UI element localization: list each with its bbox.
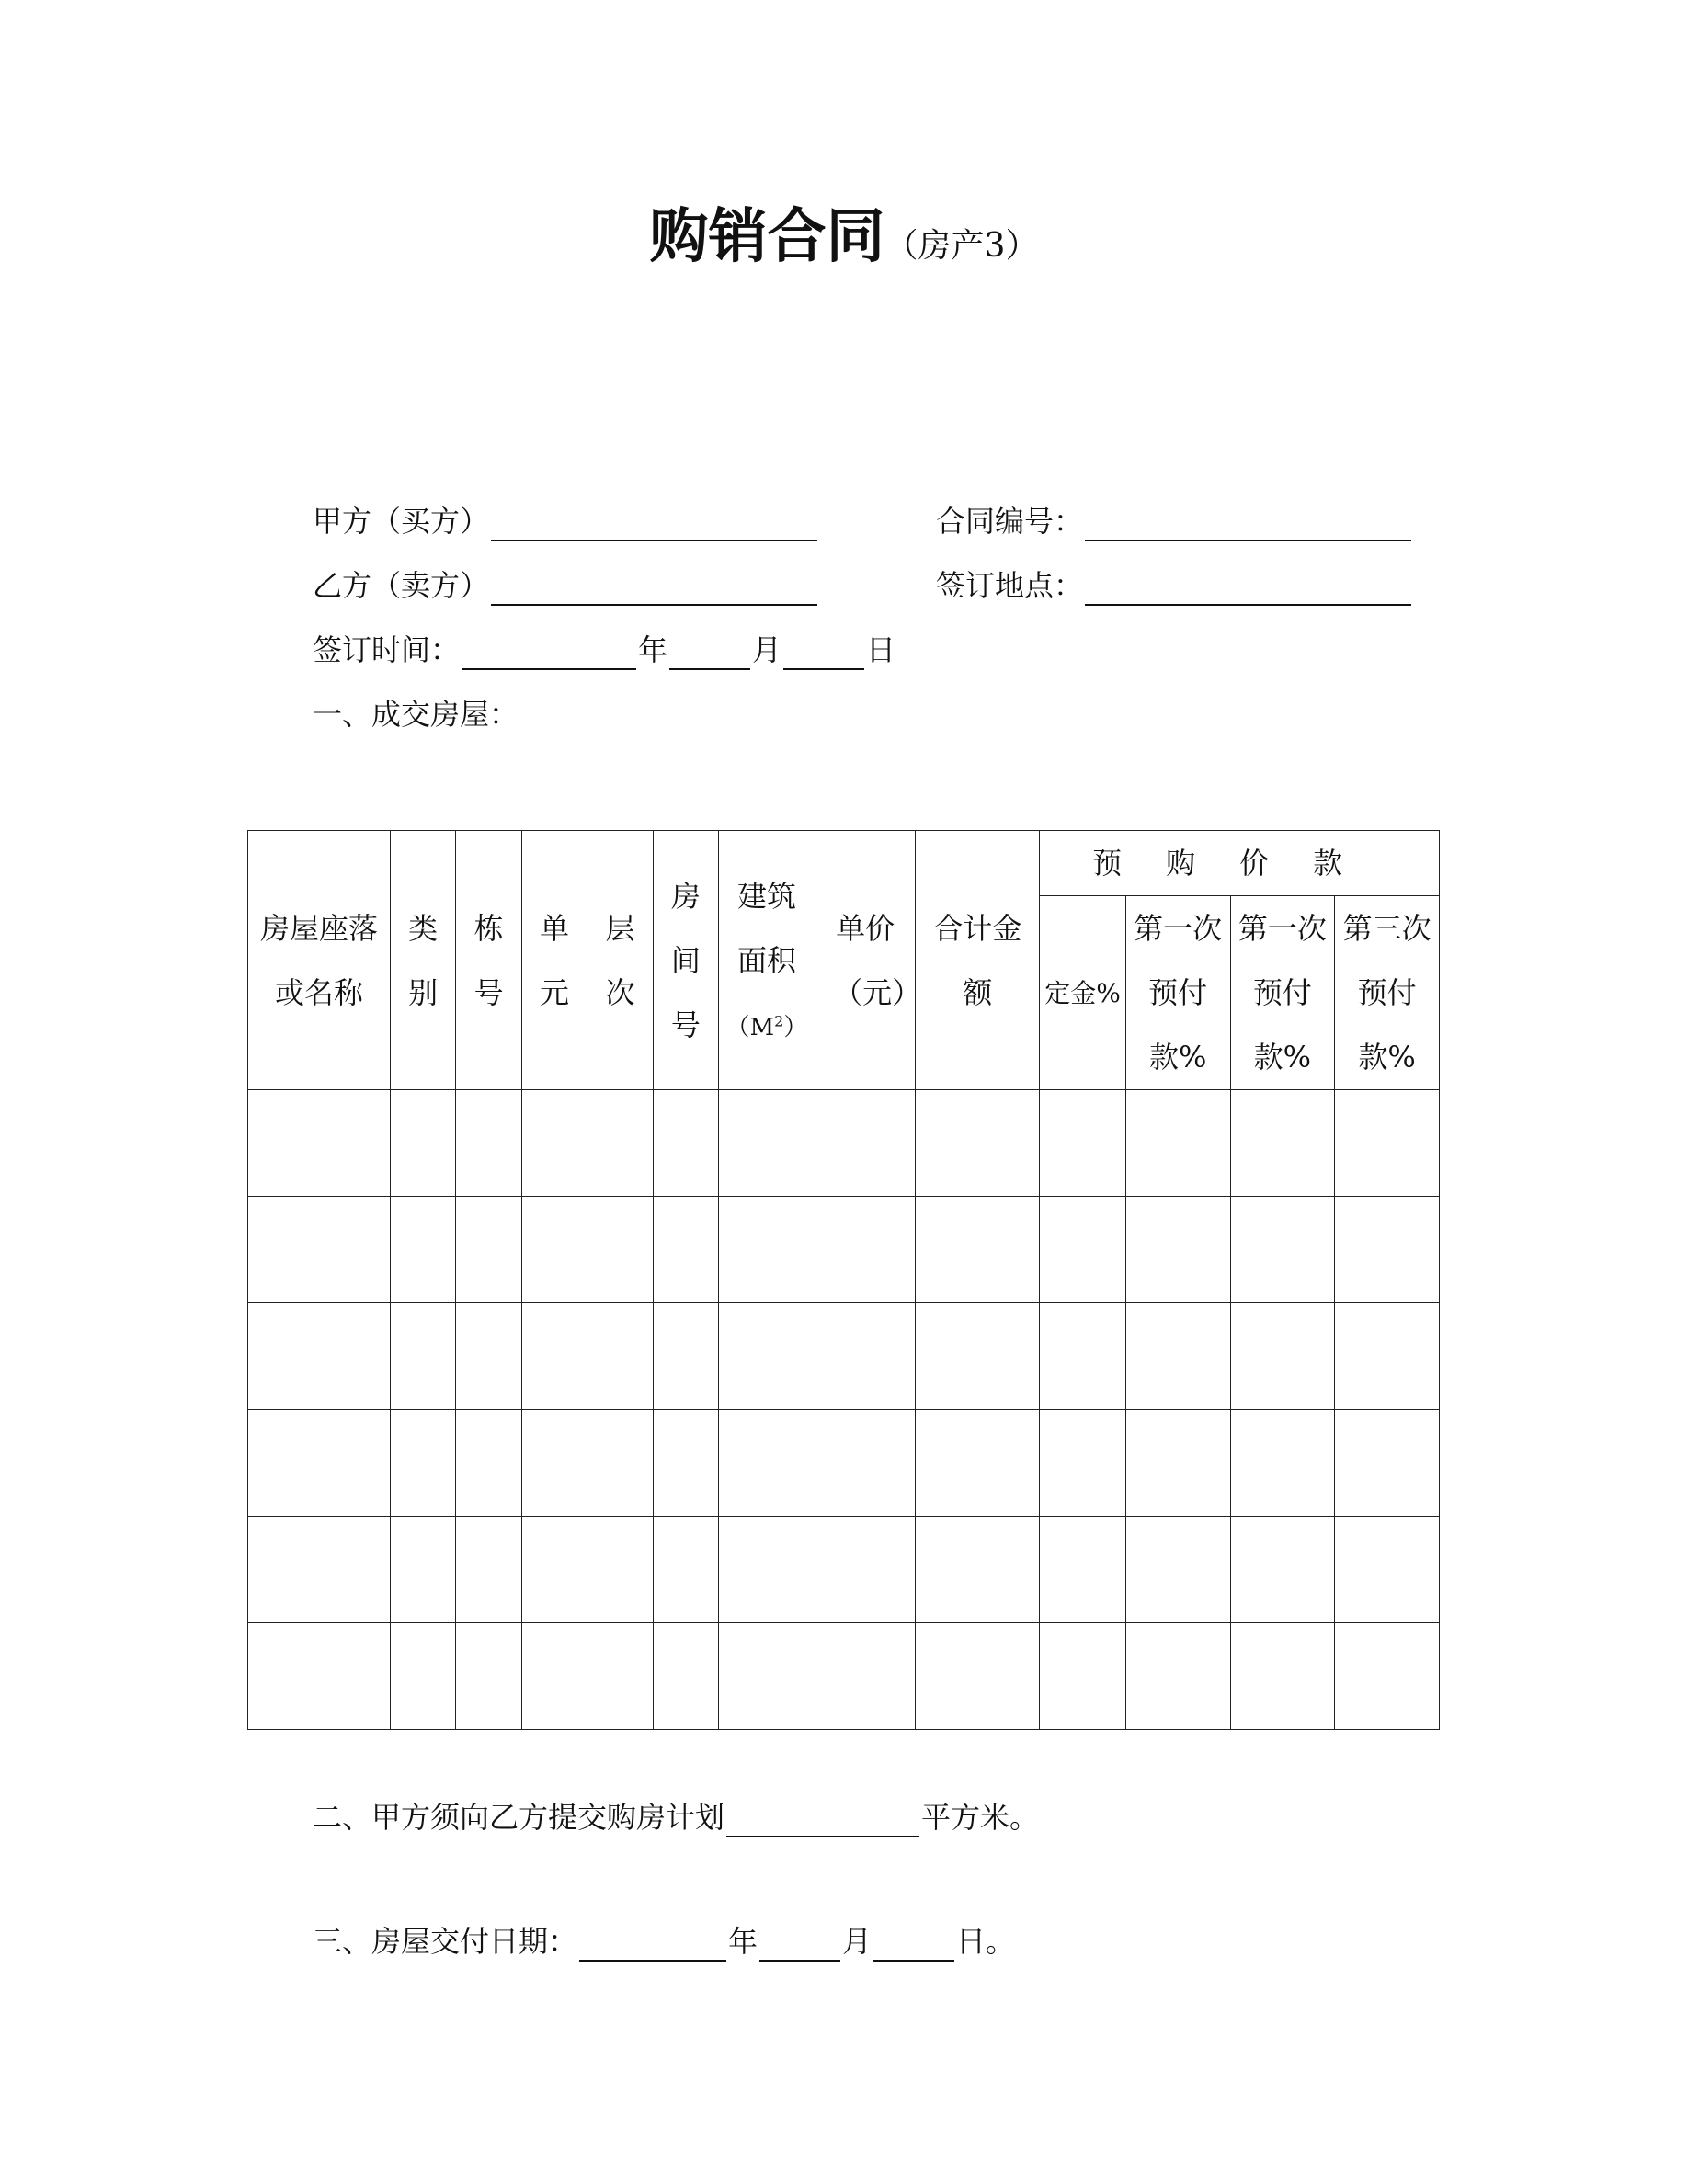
- header-prepay-group: 预购价款: [1040, 831, 1440, 896]
- delivery-month-blank[interactable]: [759, 1928, 840, 1962]
- header-third: 第三次预付款%: [1335, 896, 1440, 1090]
- sign-year-blank[interactable]: [462, 637, 636, 670]
- section3-line: [313, 1921, 1015, 1962]
- house-table: [247, 830, 1440, 1730]
- header-price: 单价（元）: [815, 831, 916, 1090]
- party-a-label: 甲方（买方）: [313, 504, 490, 539]
- header-building: 栋号: [456, 831, 521, 1090]
- header-location: 房屋座落或名称: [248, 831, 391, 1090]
- party-a-blank[interactable]: [491, 508, 817, 541]
- table-row: [248, 1197, 1440, 1303]
- table-row: [248, 1623, 1440, 1730]
- delivery-year-label: 年: [728, 1924, 758, 1959]
- sign-place-label: 签订地点：: [936, 568, 1084, 603]
- table-row: [248, 1517, 1440, 1623]
- table-row: [248, 1303, 1440, 1410]
- header-second: 第一次预付款%: [1230, 896, 1335, 1090]
- sign-time-label: 签订时间：: [313, 632, 461, 667]
- delivery-month-label: 月: [842, 1924, 873, 1959]
- sign-place-blank[interactable]: [1085, 573, 1411, 606]
- party-b-label: 乙方（卖方）: [313, 568, 490, 603]
- section2-unit: 平方米。: [921, 1800, 1040, 1835]
- contract-no-blank[interactable]: [1085, 508, 1411, 541]
- contract-no-label: 合同编号：: [936, 504, 1084, 539]
- sign-place-line: [936, 565, 1413, 606]
- header-room: 房间号: [653, 831, 718, 1090]
- contract-no-line: [936, 501, 1413, 541]
- delivery-day-label: 日。: [956, 1924, 1016, 1959]
- delivery-day-blank[interactable]: [873, 1928, 954, 1962]
- table-row: [248, 1410, 1440, 1517]
- header-unit: 单元: [521, 831, 587, 1090]
- table-row: [248, 1090, 1440, 1197]
- section2-text: 二、甲方须向乙方提交购房计划: [313, 1800, 725, 1835]
- sign-day-label: 日: [866, 632, 896, 667]
- sign-day-blank[interactable]: [783, 637, 864, 670]
- sign-time-line: [313, 630, 895, 670]
- header-area: 建筑面积 $(M^2)$: [719, 831, 815, 1090]
- header-deposit: 定金%: [1040, 896, 1126, 1090]
- sign-year-label: 年: [638, 632, 668, 667]
- title-main: 购销合同: [649, 203, 885, 271]
- delivery-year-blank[interactable]: [579, 1928, 726, 1962]
- document-title: [0, 200, 1688, 283]
- header-type: 类别: [390, 831, 455, 1090]
- sign-month-blank[interactable]: [669, 637, 750, 670]
- header-total: 合计金额: [916, 831, 1040, 1090]
- header-first: 第一次预付款%: [1125, 896, 1230, 1090]
- plan-area-blank[interactable]: [726, 1804, 919, 1837]
- party-a-line: [313, 501, 819, 541]
- sign-month-label: 月: [752, 632, 782, 667]
- title-subtitle: （房产3）: [884, 227, 1039, 265]
- section2-line: [313, 1797, 1039, 1837]
- section3-text: 三、房屋交付日期：: [313, 1924, 578, 1959]
- section1-heading: 一、成交房屋：: [313, 697, 519, 732]
- party-b-blank[interactable]: [491, 573, 817, 606]
- header-floor: 层次: [587, 831, 653, 1090]
- party-b-line: [313, 565, 819, 606]
